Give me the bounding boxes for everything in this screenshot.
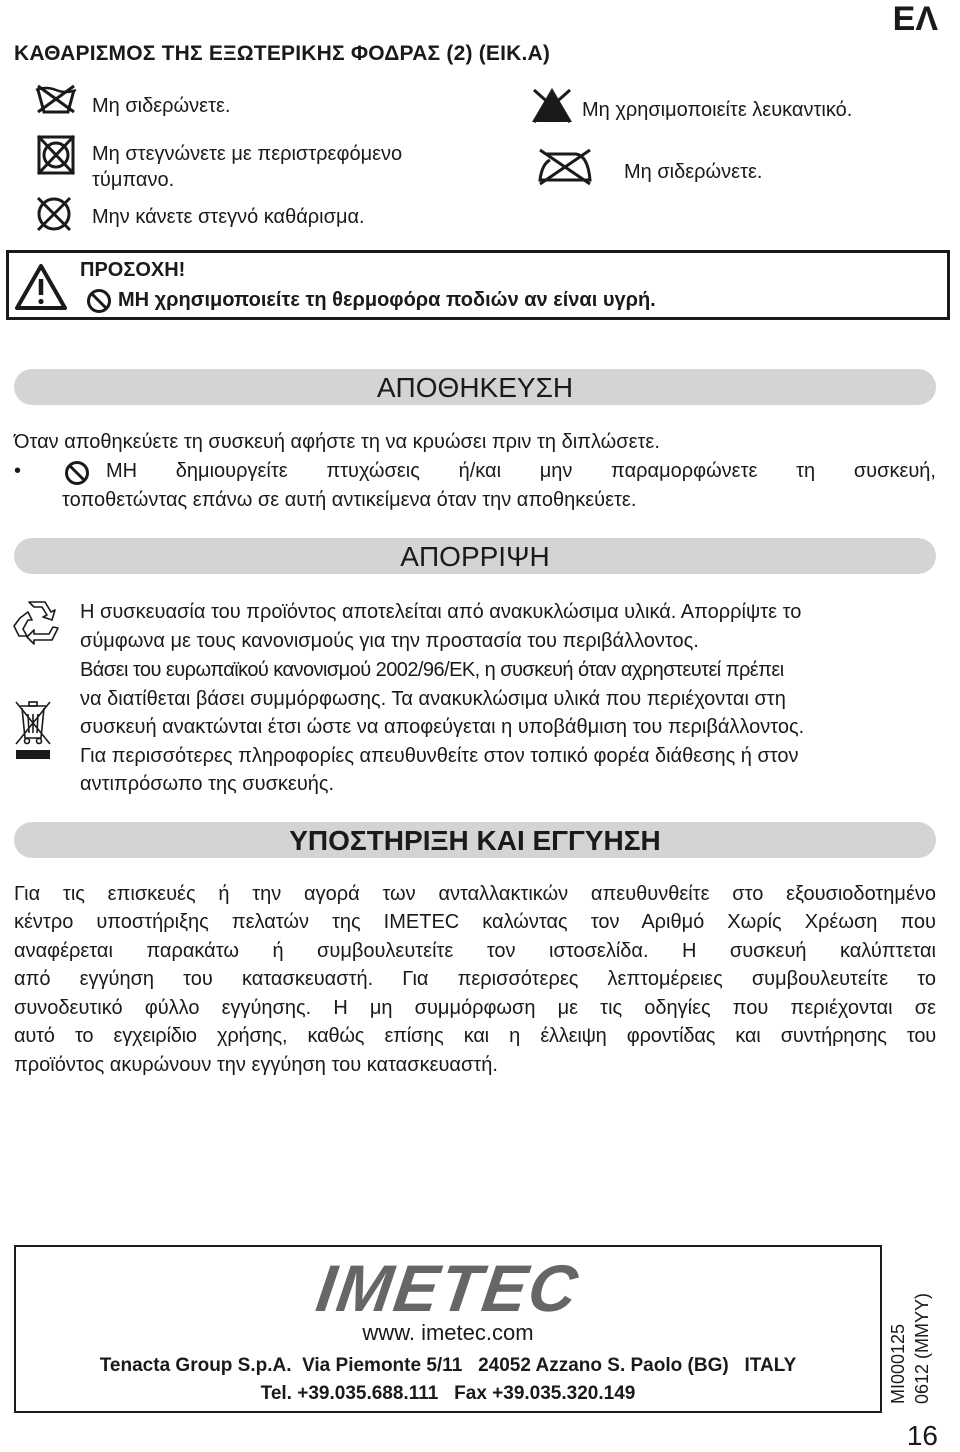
disposal-line-1: Η συσκευασία του προϊόντος αποτελείται από ανακυκλώσιμα υλικά. Απορρίψτε το	[80, 601, 802, 623]
disposal-line-4: να διατίθεται βάσει συμμόρφωσης. Τα ανακυκλώσιμα υλικά που περιέχονται στη	[80, 688, 786, 710]
weee-bin-icon	[14, 700, 54, 762]
section-band-disposal: ΑΠΟΡΡΙΨΗ	[14, 538, 936, 574]
section-title-cleaning: ΚΑΘΑΡΙΣΜΟΣ ΤΗΣ ΕΞΩΤΕΡΙΚΗΣ ΦΟΔΡΑΣ (2) (ΕΙΚ.Α)	[14, 42, 551, 65]
no-wash-icon	[34, 84, 78, 114]
care-text-2a: Μη στεγνώνετε με περιστρεφόμενο	[92, 143, 403, 165]
support-line-2: κέντρο υποστήριξης πελατών της IMETEC καλώντας τον Αριθμό Χωρίς Χρέωση που	[14, 911, 936, 933]
storage-bullet-line2: τοποθετώντας επάνω σε αυτή αντικείμενα όταν την αποθηκεύετε.	[62, 489, 637, 511]
company-phone: Tel. +39.035.688.111 Fax +39.035.320.149	[260, 1383, 636, 1404]
no-bleach-icon	[530, 84, 574, 124]
warning-title: ΠΡΟΣΟΧΗ!	[80, 259, 186, 281]
support-line-6: αυτό το εγχειρίδιο χρήσης, καθώς επίσης και η έλλειψη φροντίδας και συντήρησης του	[14, 1025, 936, 1047]
support-line-7: προϊόντος ακυρώνουν την εγγύηση του κατασκευαστή.	[14, 1054, 498, 1076]
care-text-2b: τύμπανο.	[92, 169, 175, 191]
care-text-1: Μη σιδερώνετε.	[92, 95, 231, 117]
care-text-5: Μη σιδερώνετε.	[624, 161, 763, 183]
support-line-4: από εγγύηση του κατασκευαστή. Για περισσότερες λεπτομέρειες συμβουλευτείτε το	[14, 968, 936, 990]
language-tag: ΕΛ	[892, 0, 938, 38]
prohibited-icon	[86, 288, 112, 314]
recycle-icon	[12, 598, 62, 646]
section-band-storage: ΑΠΟΘΗΚΕΥΣΗ	[14, 369, 936, 405]
no-iron-icon	[536, 146, 594, 186]
no-dry-clean-icon	[34, 194, 74, 234]
storage-intro: Όταν αποθηκεύετε τη συσκευή αφήστε τη να κρυώσει πριν τη διπλώσετε.	[14, 431, 660, 453]
company-address: Tenacta Group S.p.A. Via Piemonte 5/11 24052 Azzano S. Paolo (BG) ITALY	[99, 1355, 797, 1376]
document-code-2: 0612 (MMYY)	[912, 1292, 932, 1404]
brand-logo: IMETEC	[312, 1251, 584, 1325]
document-code	[886, 1288, 938, 1404]
storage-bullet-line1: ΜΗ δημιουργείτε πτυχώσεις ή/και μην παραμορφώνετε τη συσκευή,	[106, 460, 936, 482]
section-band-support: ΥΠΟΣΤΗΡΙΞΗ ΚΑΙ ΕΓΓΥΗΣΗ	[14, 822, 936, 858]
support-line-1: Για τις επισκευές ή την αγορά των ανταλλακτικών απευθυνθείτε στο εξουσιοδοτημένο	[14, 883, 936, 905]
bullet: •	[14, 460, 22, 482]
care-text-3: Μην κάνετε στεγνό καθάρισμα.	[92, 206, 365, 228]
disposal-line-6: Για περισσότερες πληροφορίες απευθυνθείτε στον τοπικό φορέα διάθεσης ή στον	[80, 745, 799, 767]
disposal-line-2: σύμφωνα με τους κανονισμούς για την προστασία του περιβάλλοντος.	[80, 630, 699, 652]
support-line-3: αναφέρεται παρακάτω ή συμβουλευτείτε τον ιστοσελίδα. Η συσκευή καλύπτεται	[14, 940, 936, 962]
disposal-line-7: αντιπρόσωπο της συσκευής.	[80, 773, 335, 795]
page-number: 16	[906, 1420, 938, 1451]
care-text-4: Μη χρησιμοποιείτε λευκαντικό.	[582, 99, 853, 121]
disposal-line-3: Βάσει του ευρωπαϊκού κανονισμού 2002/96/ΕΚ, η συσκευή όταν αχρηστευτεί πρέπει	[80, 659, 784, 681]
support-line-5: συνοδευτικό φύλλο εγγύησης. Η μη συμμόρφωση με τις οδηγίες που περιέχονται σε	[14, 997, 936, 1019]
website-link[interactable]: www. imetec.com	[362, 1320, 534, 1345]
prohibited-icon-storage	[64, 460, 90, 486]
warning-text: ΜΗ χρησιμοποιείτε τη θερμοφόρα ποδιών αν είναι υγρή.	[118, 289, 656, 311]
no-tumble-dry-icon	[36, 134, 76, 176]
warning-triangle-icon	[14, 262, 68, 312]
document-code-1: MI000125	[888, 1323, 908, 1404]
disposal-line-5: συσκευή ανακτώνται έτσι ώστε να αποφεύγεται η υποβάθμιση του περιβάλλοντος.	[80, 716, 805, 738]
